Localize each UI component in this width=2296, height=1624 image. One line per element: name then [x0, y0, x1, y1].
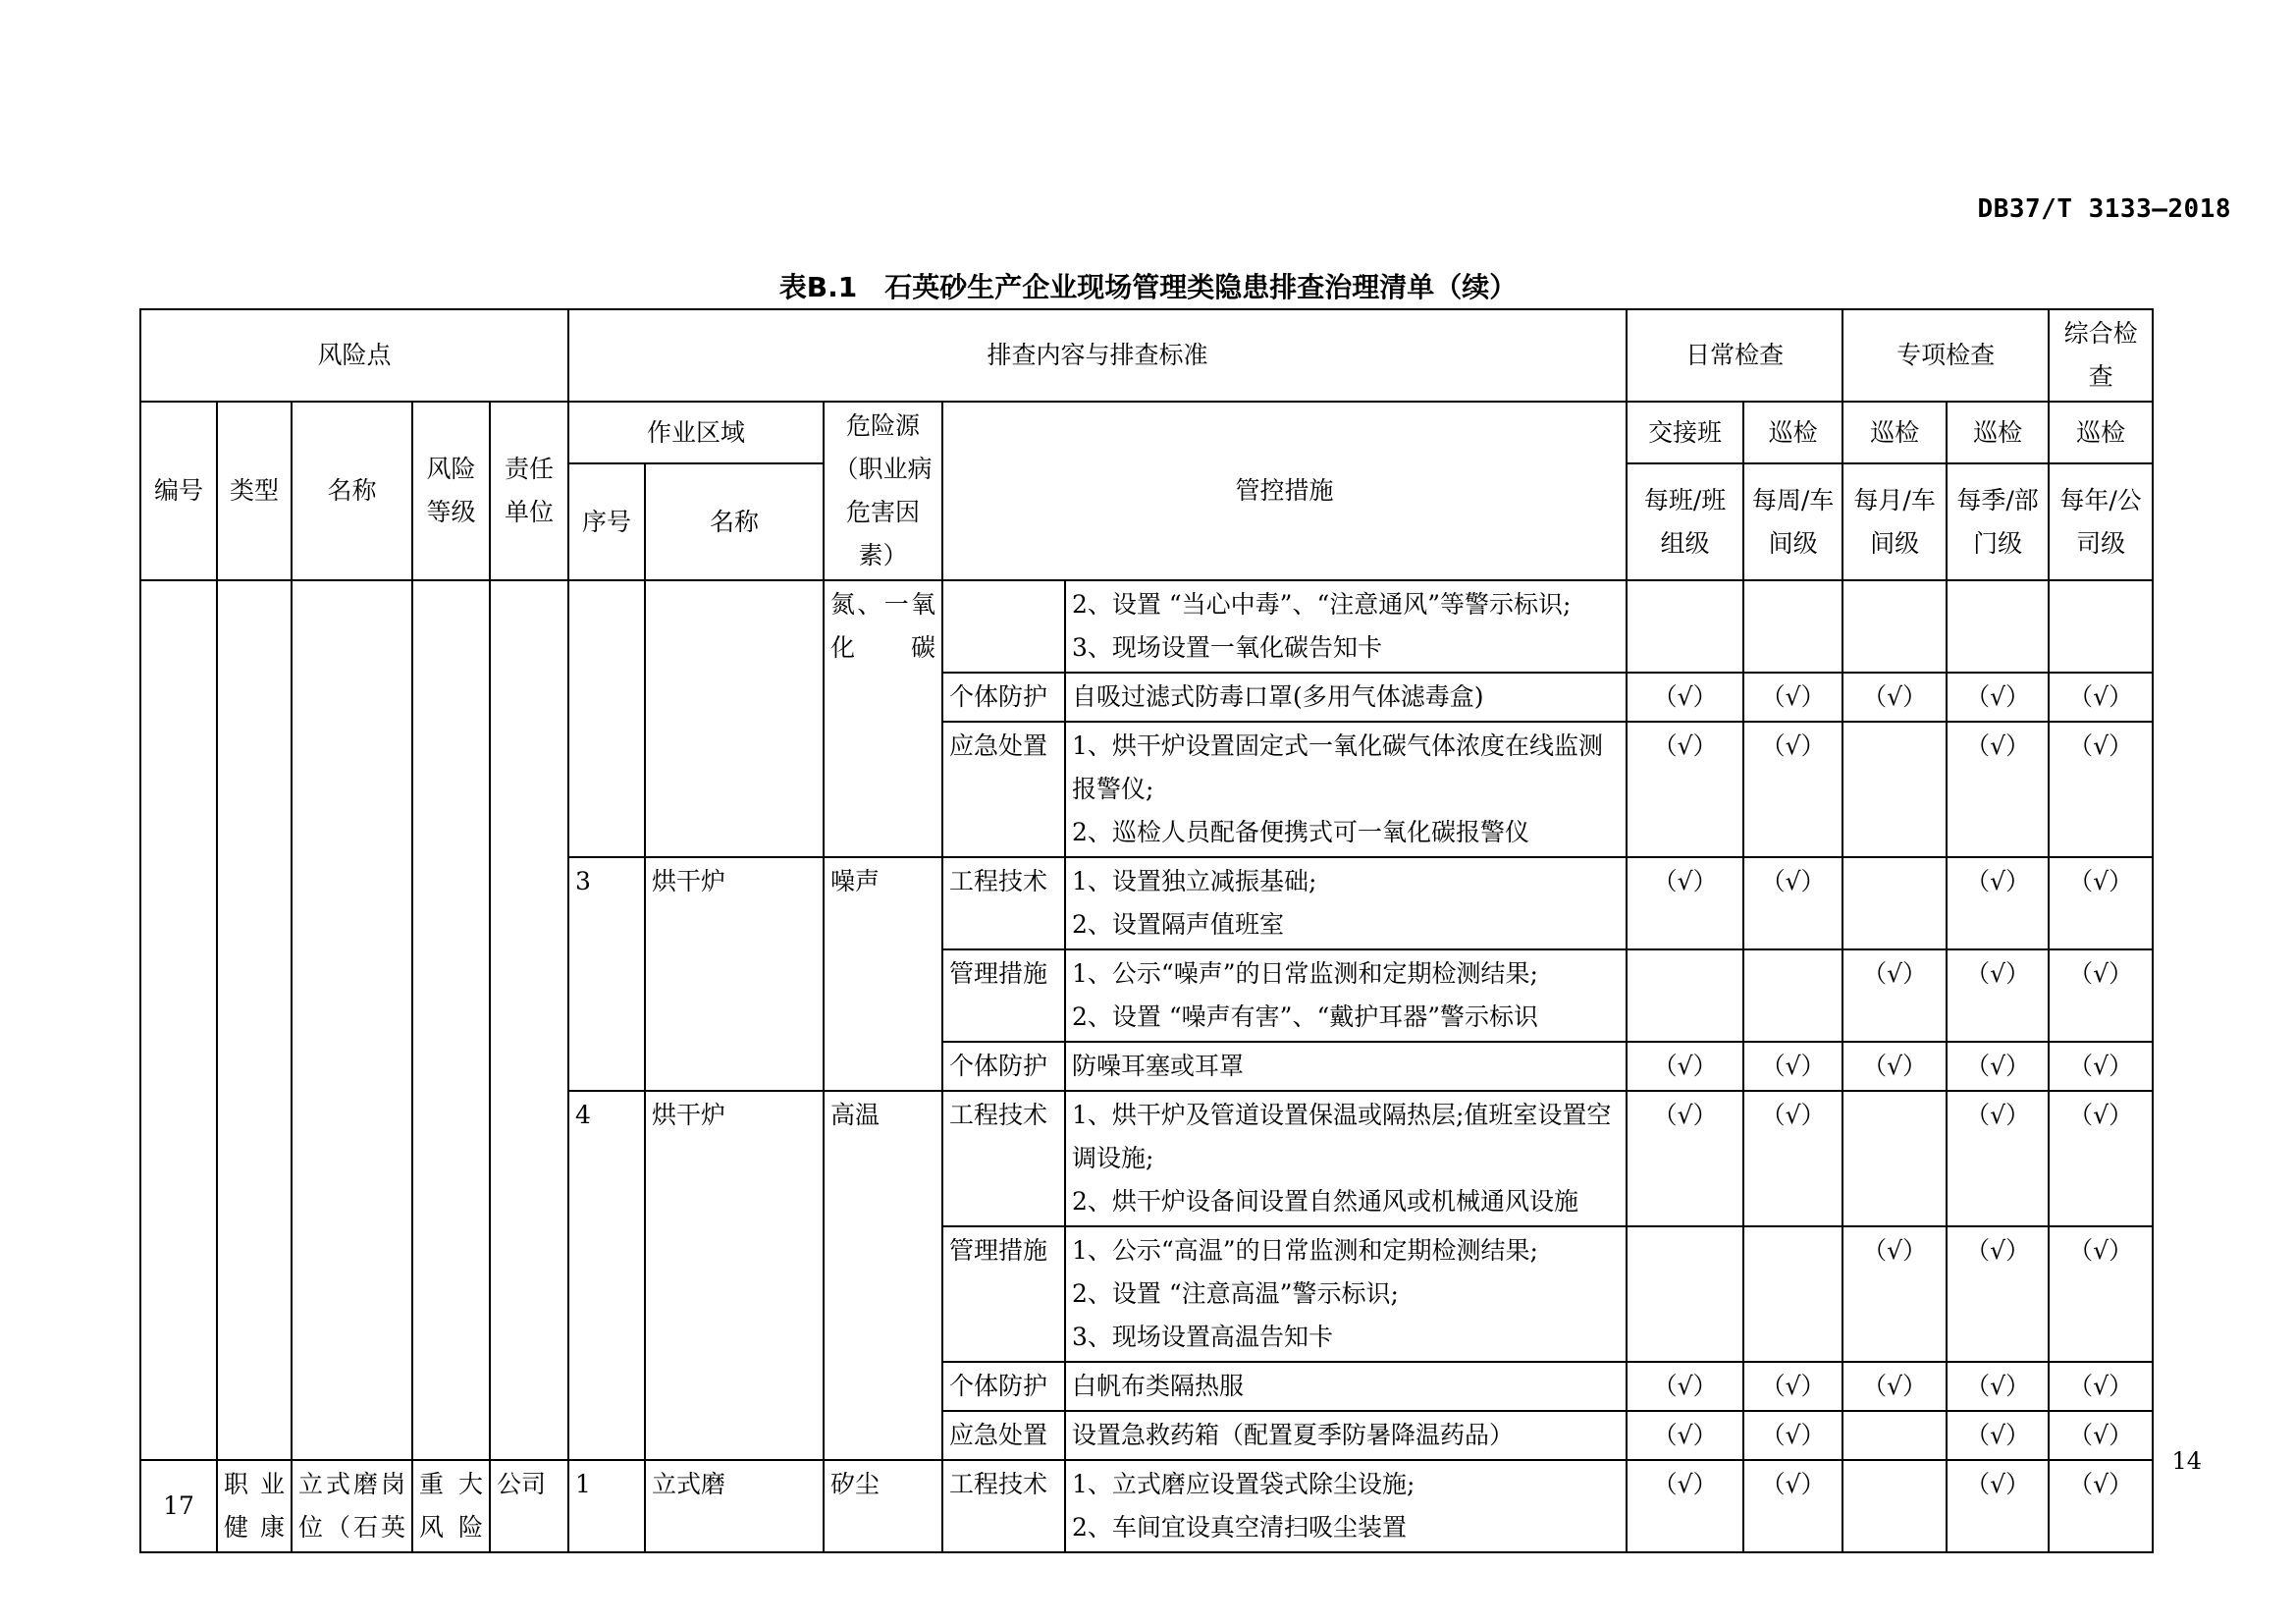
- check-mark: （√）: [1627, 722, 1743, 857]
- check-mark: （√）: [2049, 1460, 2153, 1552]
- header-freq-month: 每月/车间级: [1842, 463, 1947, 580]
- check-mark: （√）: [1627, 1362, 1743, 1411]
- cell-measure: 1、立式磨应设置袋式除尘设施; 2、车间宜设真空清扫吸尘装置: [1065, 1460, 1627, 1552]
- header-seq: 序号: [568, 463, 645, 580]
- cell-category: 工程技术: [942, 857, 1065, 949]
- cell-area: 烘干炉: [645, 857, 824, 1091]
- header-resp-unit: 责任单位: [490, 402, 568, 580]
- header-special-check: 专项检查: [1842, 309, 2049, 402]
- cell-category: 工程技术: [942, 1091, 1065, 1226]
- cell-measure: 1、公示“高温”的日常监测和定期检测结果; 2、设置 “注意高温”警示标识; 3、现场设置高温告知卡: [1065, 1226, 1627, 1362]
- check-mark: （√）: [1842, 673, 1947, 722]
- cell-hazard: 噪声: [824, 857, 942, 1091]
- header-type: 类型: [217, 402, 292, 580]
- header-patrol-2: 巡检: [1842, 402, 1947, 463]
- cell-category: 个体防护: [942, 1362, 1065, 1411]
- hazard-checklist-table: [139, 308, 2154, 1553]
- header-shift-handover: 交接班: [1627, 402, 1743, 463]
- cell-risk-level: 重大风险: [412, 1460, 490, 1552]
- check-mark: （√）: [1743, 673, 1842, 722]
- header-freq-week: 每周/车间级: [1743, 463, 1842, 580]
- check-mark: （√）: [1842, 1042, 1947, 1091]
- header-no: 编号: [140, 402, 217, 580]
- cell-no-empty: [140, 580, 217, 1460]
- header-control-measures: 管控措施: [942, 402, 1627, 580]
- header-freq-year: 每年/公司级: [2049, 463, 2153, 580]
- check-mark: （√）: [1743, 722, 1842, 857]
- cell-resp-unit-empty: [490, 580, 568, 1460]
- check-mark: （√）: [1627, 1042, 1743, 1091]
- check-mark: （√）: [1947, 949, 2049, 1042]
- cell-measure: 防噪耳塞或耳罩: [1065, 1042, 1627, 1091]
- cell-measure: 1、烘干炉及管道设置保温或隔热层;值班室设置空调设施; 2、烘干炉设备间设置自然通风或机械通风设施: [1065, 1091, 1627, 1226]
- cell-category: 应急处置: [942, 1411, 1065, 1460]
- cell-resp-unit: 公司: [490, 1460, 568, 1552]
- cell-seq: 1: [568, 1460, 645, 1552]
- check-mark: （√）: [1947, 673, 2049, 722]
- check-mark: （√）: [1743, 1362, 1842, 1411]
- header-patrol-4: 巡检: [2049, 402, 2153, 463]
- cell-category: 个体防护: [942, 673, 1065, 722]
- cell-category: 管理措施: [942, 949, 1065, 1042]
- header-area-name: 名称: [645, 463, 824, 580]
- check-mark: （√）: [2049, 1091, 2153, 1226]
- cell-category: 个体防护: [942, 1042, 1065, 1091]
- check-mark: （√）: [2049, 1362, 2153, 1411]
- cell-seq-empty: [568, 580, 645, 857]
- check-mark: （√）: [1947, 1460, 2049, 1552]
- header-patrol-1: 巡检: [1743, 402, 1842, 463]
- header-row-2: [140, 402, 2153, 463]
- page-number: 14: [2171, 1447, 2202, 1475]
- cell-measure: 1、烘干炉设置固定式一氧化碳气体浓度在线监测报警仪; 2、巡检人员配备便携式可一氧化碳报警仪: [1065, 722, 1627, 857]
- header-risk-level: 风险等级: [412, 402, 490, 580]
- check-mark: （√）: [1743, 1042, 1842, 1091]
- check-mark: （√）: [1627, 857, 1743, 949]
- cell-no: 17: [140, 1460, 217, 1552]
- cell-area: 烘干炉: [645, 1091, 824, 1460]
- cell-risk-level-empty: [412, 580, 490, 1460]
- cell-type: 职业健康: [217, 1460, 292, 1552]
- cell-hazard: 氮、一氧化碳: [824, 580, 942, 857]
- header-freq-shift: 每班/班组级: [1627, 463, 1743, 580]
- check-mark: （√）: [1947, 857, 2049, 949]
- cell-area: 立式磨: [645, 1460, 824, 1552]
- table-title: 表B.1 石英砂生产企业现场管理类隐患排查治理清单（续）: [778, 271, 1518, 303]
- check-mark: （√）: [1627, 1411, 1743, 1460]
- header-row-1: [140, 309, 2153, 402]
- header-freq-quarter: 每季/部门级: [1947, 463, 2049, 580]
- check-mark: （√）: [1743, 1411, 1842, 1460]
- header-name: 名称: [292, 402, 412, 580]
- check-mark: （√）: [2049, 1042, 2153, 1091]
- check-mark: （√）: [1627, 1091, 1743, 1226]
- cell-name: 立式磨岗位（石英: [292, 1460, 412, 1552]
- check-mark: （√）: [2049, 1411, 2153, 1460]
- cell-category-empty: [942, 580, 1065, 673]
- cell-category: 管理措施: [942, 1226, 1065, 1362]
- cell-hazard: 高温: [824, 1091, 942, 1460]
- cell-category: 工程技术: [942, 1460, 1065, 1552]
- cell-area-empty: [645, 580, 824, 857]
- check-mark: （√）: [2049, 949, 2153, 1042]
- document-code: DB37/T 3133—2018: [1977, 194, 2231, 224]
- check-mark: （√）: [1743, 1460, 1842, 1552]
- check-mark: （√）: [2049, 673, 2153, 722]
- check-mark: （√）: [1947, 1091, 2049, 1226]
- check-mark: （√）: [2049, 857, 2153, 949]
- cell-measure: 1、设置独立减振基础; 2、设置隔声值班室: [1065, 857, 1627, 949]
- cell-measure: 自吸过滤式防毒口罩(多用气体滤毒盒): [1065, 673, 1627, 722]
- cell-seq: 4: [568, 1091, 645, 1460]
- cell-name-empty: [292, 580, 412, 1460]
- check-mark: （√）: [1842, 1226, 1947, 1362]
- check-mark: （√）: [1947, 1226, 2049, 1362]
- check-mark: （√）: [1627, 673, 1743, 722]
- check-mark: （√）: [2049, 722, 2153, 857]
- check-mark: （√）: [1743, 1091, 1842, 1226]
- table-row: [140, 1460, 2153, 1552]
- cell-measure: 2、设置 “当心中毒”、“注意通风”等警示标识; 3、现场设置一氧化碳告知卡: [1065, 580, 1627, 673]
- cell-category: 应急处置: [942, 722, 1065, 857]
- header-comprehensive-check: 综合检查: [2049, 309, 2153, 402]
- check-mark: （√）: [1627, 1460, 1743, 1552]
- check-mark: （√）: [1947, 1411, 2049, 1460]
- check-mark: （√）: [1947, 1362, 2049, 1411]
- header-patrol-3: 巡检: [1947, 402, 2049, 463]
- check-mark: （√）: [2049, 1226, 2153, 1362]
- cell-measure: 设置急救药箱（配置夏季防暑降温药品）: [1065, 1411, 1627, 1460]
- cell-measure: 1、公示“噪声”的日常监测和定期检测结果; 2、设置 “噪声有害”、“戴护耳器”警示标识: [1065, 949, 1627, 1042]
- table-row: [140, 580, 2153, 673]
- cell-type-empty: [217, 580, 292, 1460]
- header-daily-check: 日常检查: [1627, 309, 1842, 402]
- header-hazard-source: 危险源（职业病危害因素）: [824, 402, 942, 580]
- header-risk-point: 风险点: [140, 309, 568, 402]
- header-content: 排查内容与排查标准: [568, 309, 1627, 402]
- cell-seq: 3: [568, 857, 645, 1091]
- check-mark: （√）: [1947, 722, 2049, 857]
- cell-hazard: 矽尘: [824, 1460, 942, 1552]
- check-mark: （√）: [1743, 857, 1842, 949]
- check-mark: （√）: [1842, 949, 1947, 1042]
- check-mark: （√）: [1947, 1042, 2049, 1091]
- cell-measure: 白帆布类隔热服: [1065, 1362, 1627, 1411]
- check-mark: （√）: [1842, 1362, 1947, 1411]
- header-work-area: 作业区域: [568, 402, 824, 463]
